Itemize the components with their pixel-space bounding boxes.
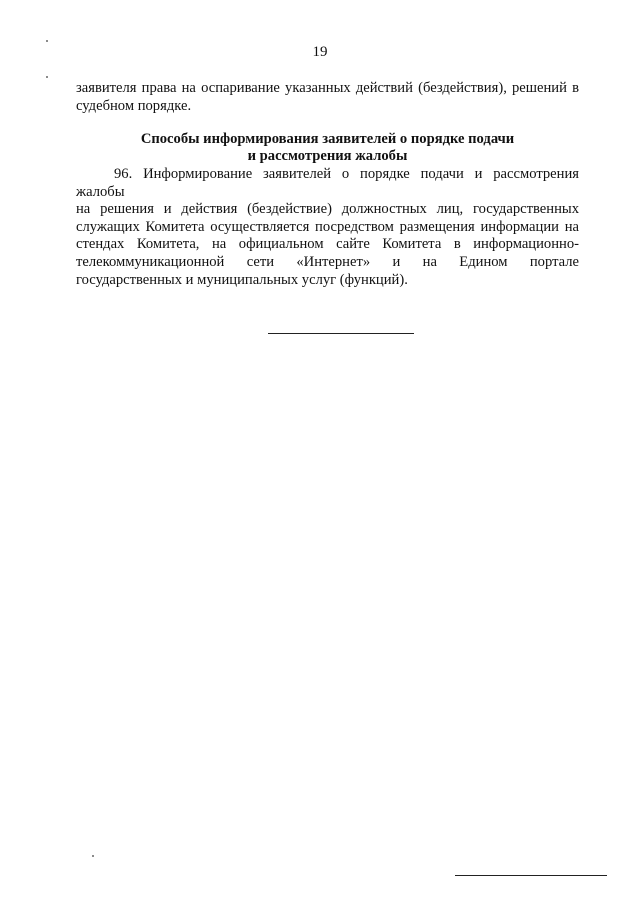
paragraph-line-3: служащих Комитета осуществляется посредством размещения информации на [76, 218, 579, 235]
footer-rule [455, 875, 607, 876]
paragraph-line-6: государственных и муниципальных услуг (функций). [76, 271, 408, 288]
continuation-line-2: судебном порядке. [76, 97, 192, 114]
section-heading-line-2: и рассмотрения жалобы [247, 148, 408, 164]
paragraph-96 [76, 166, 579, 289]
continuation-line-1: заявителя права на оспаривание указанных действий (бездействия), решений в [76, 80, 579, 96]
section-heading-line-1: Способы информирования заявителей о порядке подачи [140, 131, 515, 147]
paragraph-line-2: на решения и действия (бездействие) должностных лиц, государственных [76, 201, 579, 218]
scan-speck-upper [46, 76, 48, 78]
end-of-section-divider [268, 333, 414, 334]
page-number: 19 [312, 44, 328, 60]
continuation-paragraph [76, 80, 579, 115]
scan-speck-bottom [92, 855, 94, 857]
section-heading [76, 131, 579, 165]
scan-speck-top [46, 40, 48, 42]
paragraph-line-1: 96. Информирование заявителей о порядке подачи и рассмотрения жалобы [76, 166, 579, 200]
paragraph-line-5: телекоммуникационной сети «Интернет» и на Едином портале [76, 253, 579, 270]
paragraph-line-4: стендах Комитета, на официальном сайте Комитета в информационно- [76, 236, 579, 253]
